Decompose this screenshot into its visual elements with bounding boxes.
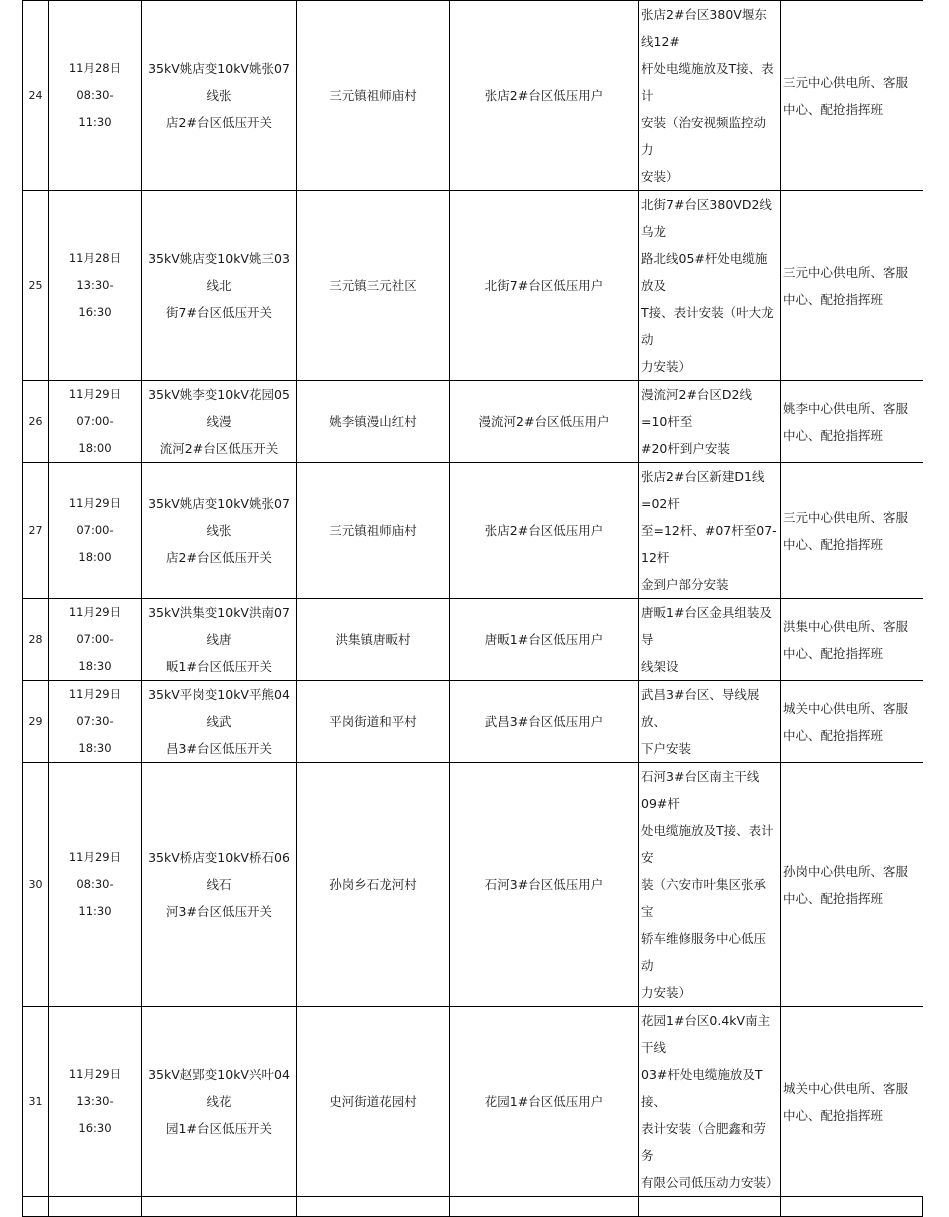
outage-time-line: 11月29日07:00- — [68, 496, 122, 537]
responsible-team-line: 中心、配抢指挥班 — [783, 890, 884, 906]
outage-time-line: 18:30 — [78, 741, 112, 755]
line-switch — [142, 191, 297, 381]
line-switch-line: 35kV姚店变10kV姚三03线北 — [148, 251, 290, 293]
empty-cell — [639, 1197, 781, 1217]
work-content-line: 力安装） — [641, 985, 692, 1000]
work-content-line: T接、表计安装（叶大龙动 — [641, 305, 774, 347]
responsible-team-line: 中心、配抢指挥班 — [783, 727, 884, 743]
responsible-team-line: 中心、配抢指挥班 — [783, 1107, 884, 1123]
line-switch-line: 畈1#台区低压开关 — [166, 659, 272, 674]
affected-area: 三元镇祖师庙村 — [297, 463, 450, 599]
line-switch-line: 35kV姚李变10kV花园05线漫 — [148, 387, 290, 429]
table-row — [23, 1007, 923, 1197]
empty-cell — [297, 1197, 450, 1217]
affected-users: 北街7#台区低压用户 — [450, 191, 639, 381]
work-content-line: 北街7#台区380VD2线乌龙 — [641, 197, 772, 239]
outage-time-line: 11:30 — [78, 115, 112, 129]
responsible-team-line: 中心、配抢指挥班 — [783, 427, 884, 443]
line-switch — [142, 681, 297, 763]
outage-time-line: 11:30 — [78, 904, 112, 918]
affected-area: 三元镇祖师庙村 — [297, 1, 450, 191]
line-switch-line: 35kV姚店变10kV姚张07线张 — [148, 61, 290, 103]
work-content-line: 至=12杆、#07杆至07-12杆 — [641, 523, 777, 565]
outage-time-line: 11月29日08:30- — [68, 850, 122, 891]
affected-area: 姚李镇漫山红村 — [297, 381, 450, 463]
work-content-line: 力安装） — [641, 359, 692, 374]
work-content — [639, 381, 781, 463]
row-number: 29 — [23, 681, 49, 763]
work-content-line: 武昌3#台区、导线展放、 — [641, 687, 760, 729]
line-switch — [142, 1, 297, 191]
line-switch-line: 昌3#台区低压开关 — [166, 741, 272, 756]
responsible-team-line: 城关中心供电所、客服 — [783, 700, 909, 716]
row-number: 30 — [23, 763, 49, 1007]
line-switch — [142, 463, 297, 599]
outage-time — [49, 1, 142, 191]
outage-time-line: 11月29日07:00- — [68, 387, 122, 428]
work-content — [639, 599, 781, 681]
outage-time — [49, 599, 142, 681]
line-switch-line: 河3#台区低压开关 — [166, 904, 272, 919]
affected-users: 张店2#台区低压用户 — [450, 1, 639, 191]
work-content-line: 花园1#台区0.4kV南主干线 — [641, 1013, 771, 1055]
work-content-line: 张店2#台区380V堰东线12# — [641, 7, 767, 49]
affected-users: 张店2#台区低压用户 — [450, 463, 639, 599]
empty-cell — [450, 1197, 639, 1217]
outage-time — [49, 1007, 142, 1197]
row-number: 26 — [23, 381, 49, 463]
responsible-team — [781, 191, 923, 381]
line-switch — [142, 763, 297, 1007]
responsible-team-line: 中心、配抢指挥班 — [783, 645, 884, 661]
outage-time — [49, 191, 142, 381]
work-content — [639, 1, 781, 191]
outage-time-line: 18:00 — [78, 441, 112, 455]
empty-cell — [781, 1197, 923, 1217]
outage-time-line: 16:30 — [78, 1121, 112, 1135]
work-content-line: 安装） — [641, 169, 679, 184]
work-content-line: 轿车维修服务中心低压动 — [641, 931, 767, 973]
line-switch-line: 35kV平岗变10kV平熊04线武 — [148, 687, 290, 729]
work-content-line: 03#杆处电缆施放及T接、 — [641, 1067, 763, 1109]
outage-time — [49, 381, 142, 463]
work-content-line: 下户安装 — [641, 741, 692, 756]
work-content-line: 装（六安市叶集区张承宝 — [641, 877, 767, 919]
affected-area: 孙岗乡石龙河村 — [297, 763, 450, 1007]
row-number: 31 — [23, 1007, 49, 1197]
outage-time — [49, 463, 142, 599]
affected-users: 花园1#台区低压用户 — [450, 1007, 639, 1197]
row-number: 25 — [23, 191, 49, 381]
line-switch-line: 35kV洪集变10kV洪南07线唐 — [148, 605, 290, 647]
work-content-line: 漫流河2#台区D2线=10杆至 — [641, 387, 753, 429]
responsible-team — [781, 1007, 923, 1197]
outage-time-line: 16:30 — [78, 305, 112, 319]
work-content-line: 石河3#台区南主干线09#杆 — [641, 769, 760, 811]
work-content-line: 张店2#台区新建D1线=02杆 — [641, 469, 765, 511]
responsible-team-line: 中心、配抢指挥班 — [783, 536, 884, 552]
responsible-team — [781, 381, 923, 463]
work-content-line: 杆处电缆施放及T接、表计 — [641, 61, 774, 103]
line-switch-line: 流河2#台区低压开关 — [159, 441, 279, 456]
table-row — [23, 381, 923, 463]
outage-time-line: 11月29日07:30- — [68, 687, 122, 728]
empty-cell — [49, 1197, 142, 1217]
line-switch-line: 35kV赵郢变10kV兴叶04线花 — [148, 1067, 290, 1109]
table-row — [23, 763, 923, 1007]
line-switch-line: 店2#台区低压开关 — [166, 550, 272, 565]
outage-time-line: 11月29日07:00- — [68, 605, 122, 646]
affected-area: 洪集镇唐畈村 — [297, 599, 450, 681]
outage-time-line: 11月28日13:30- — [68, 251, 122, 292]
affected-area: 史河街道花园村 — [297, 1007, 450, 1197]
work-content-line: 唐畈1#台区金具组装及导 — [641, 605, 772, 647]
outage-time-line: 18:30 — [78, 659, 112, 673]
table-row — [23, 599, 923, 681]
responsible-team-line: 孙岗中心供电所、客服 — [783, 863, 909, 879]
responsible-team — [781, 1, 923, 191]
responsible-team — [781, 681, 923, 763]
work-content-line: 路北线05#杆处电缆施放及 — [641, 251, 768, 293]
responsible-team-line: 三元中心供电所、客服 — [783, 74, 909, 90]
work-content-line: 金到户部分安装 — [641, 577, 729, 592]
line-switch-line: 街7#台区低压开关 — [166, 305, 272, 320]
work-content-line: 表计安装（合肥鑫和劳务 — [641, 1121, 767, 1163]
affected-users: 武昌3#台区低压用户 — [450, 681, 639, 763]
table-row — [23, 681, 923, 763]
table-row — [23, 191, 923, 381]
table-row — [23, 463, 923, 599]
table-row-partial — [23, 1197, 923, 1217]
responsible-team-line: 姚李中心供电所、客服 — [783, 400, 909, 416]
responsible-team-line: 洪集中心供电所、客服 — [783, 618, 909, 634]
responsible-team — [781, 763, 923, 1007]
row-number: 27 — [23, 463, 49, 599]
line-switch — [142, 1007, 297, 1197]
work-content-line: 有限公司低压动力安装） — [641, 1175, 779, 1190]
responsible-team — [781, 463, 923, 599]
affected-users: 唐畈1#台区低压用户 — [450, 599, 639, 681]
responsible-team-line: 三元中心供电所、客服 — [783, 264, 909, 280]
responsible-team-line: 三元中心供电所、客服 — [783, 509, 909, 525]
outage-time-line: 11月28日08:30- — [68, 61, 122, 102]
line-switch-line: 35kV姚店变10kV姚张07线张 — [148, 496, 290, 538]
outage-time — [49, 681, 142, 763]
affected-users: 漫流河2#台区低压用户 — [450, 381, 639, 463]
work-content — [639, 1007, 781, 1197]
outage-time — [49, 763, 142, 1007]
work-content — [639, 191, 781, 381]
line-switch-line: 35kV桥店变10kV桥石06线石 — [148, 850, 290, 892]
work-content — [639, 763, 781, 1007]
outage-time-line: 11月29日13:30- — [68, 1067, 122, 1108]
line-switch-line: 店2#台区低压开关 — [166, 115, 272, 130]
empty-cell — [23, 1197, 49, 1217]
affected-area: 平岗街道和平村 — [297, 681, 450, 763]
affected-area: 三元镇三元社区 — [297, 191, 450, 381]
responsible-team-line: 中心、配抢指挥班 — [783, 101, 884, 117]
work-content-line: 线架设 — [641, 659, 679, 674]
work-content-line: #20杆到户安装 — [641, 441, 730, 456]
table-row — [23, 1, 923, 191]
responsible-team-line: 中心、配抢指挥班 — [783, 291, 884, 307]
work-content — [639, 463, 781, 599]
line-switch-line: 园1#台区低压开关 — [166, 1121, 272, 1136]
responsible-team — [781, 599, 923, 681]
work-content-line: 处电缆施放及T接、表计安 — [641, 823, 774, 865]
work-content — [639, 681, 781, 763]
affected-users: 石河3#台区低压用户 — [450, 763, 639, 1007]
table-body — [23, 1, 923, 1217]
work-content-line: 安装（治安视频监控动力 — [641, 115, 767, 157]
row-number: 28 — [23, 599, 49, 681]
row-number: 24 — [23, 1, 49, 191]
line-switch — [142, 599, 297, 681]
line-switch — [142, 381, 297, 463]
outage-schedule-table — [22, 0, 923, 1217]
outage-time-line: 18:00 — [78, 550, 112, 564]
empty-cell — [142, 1197, 297, 1217]
responsible-team-line: 城关中心供电所、客服 — [783, 1080, 909, 1096]
